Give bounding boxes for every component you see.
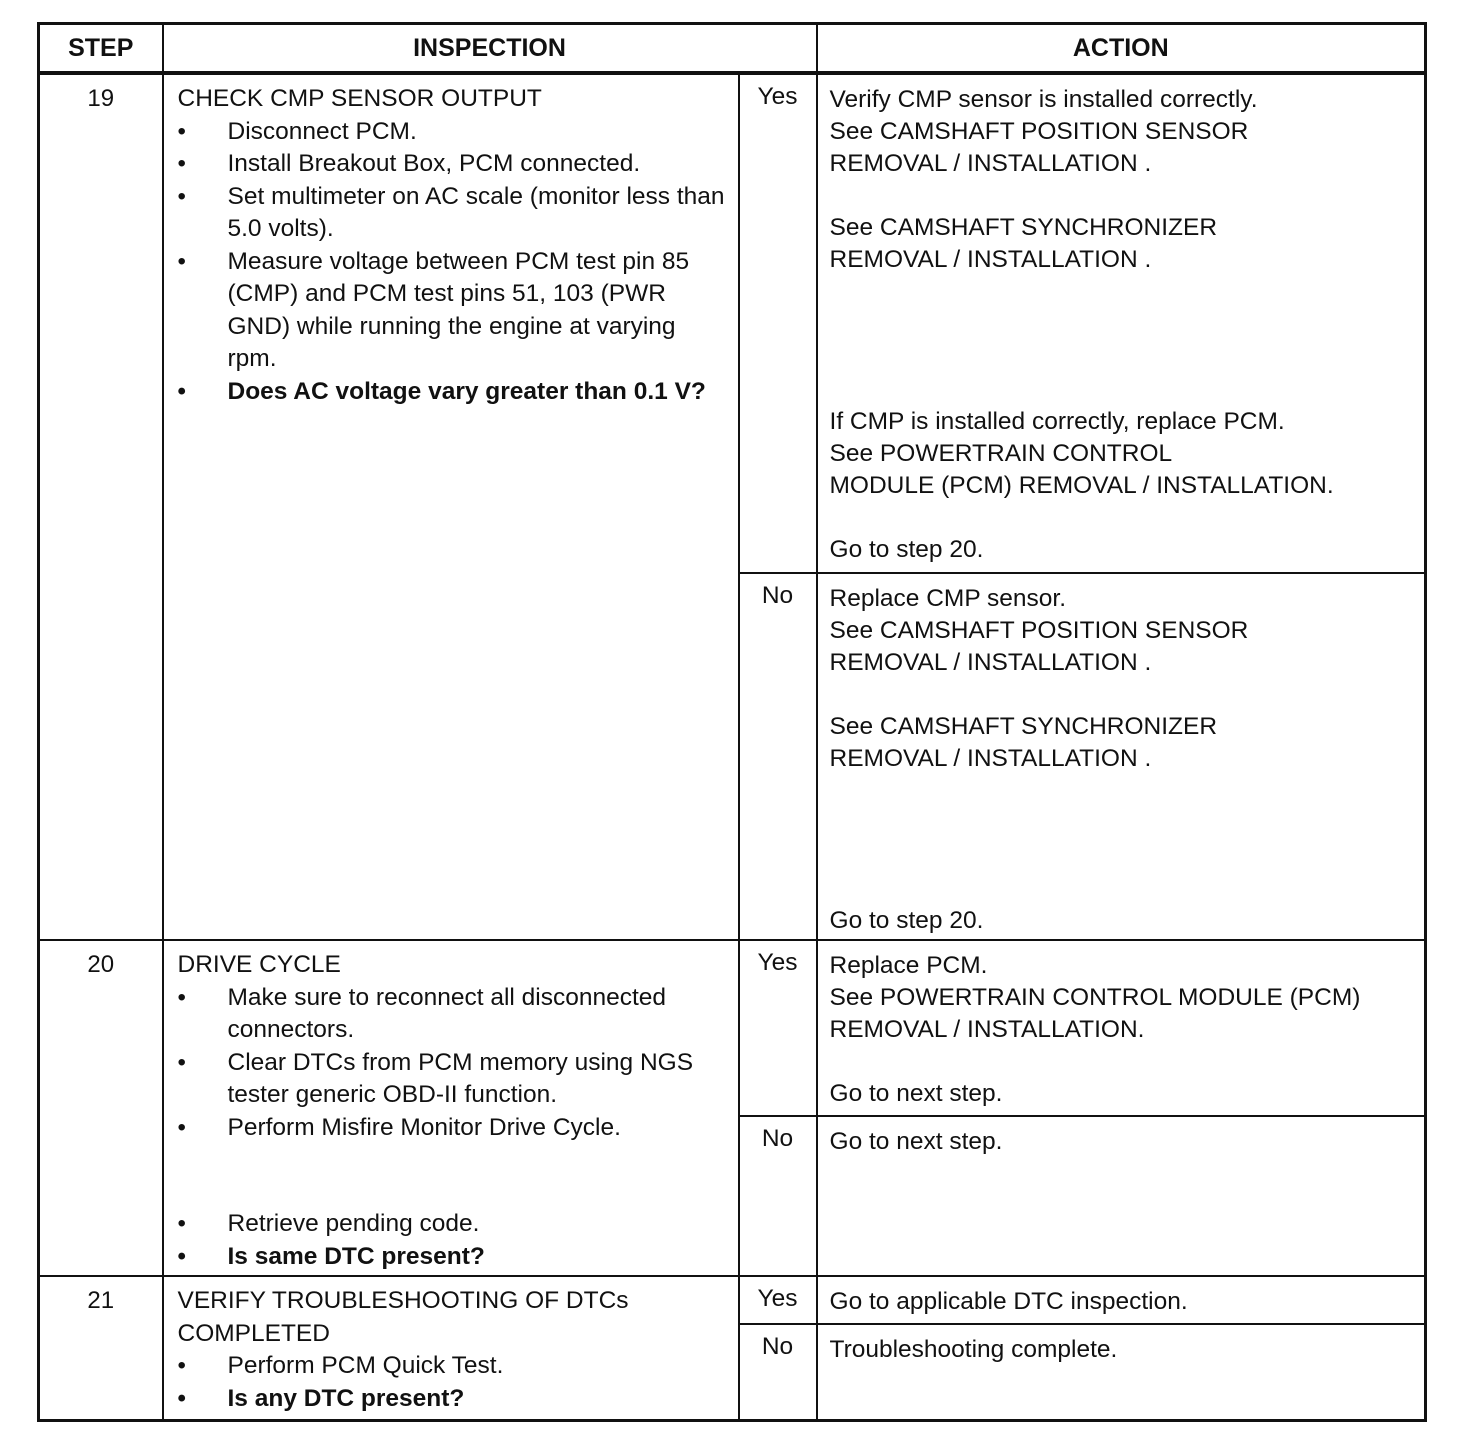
diagnostic-table xyxy=(37,22,1427,1422)
table-row xyxy=(39,1276,1426,1324)
action-line: See POWERTRAIN CONTROL xyxy=(829,440,1173,467)
no-label: No xyxy=(739,573,817,940)
action-line: REMOVAL / INSTALLATION . xyxy=(829,150,1152,177)
inspection-cell xyxy=(163,73,739,940)
action-line: Go to applicable DTC inspection. xyxy=(829,1288,1188,1315)
inspection-title: DRIVE CYCLE xyxy=(177,951,341,978)
inspection-bullets xyxy=(178,1350,726,1415)
bullet-item: • Install Breakout Box, PCM connected. xyxy=(178,148,726,181)
table-row xyxy=(39,73,1426,573)
step-number: 20 xyxy=(39,940,163,1276)
bullet-question: • Is any DTC present? xyxy=(178,1383,726,1416)
action-line: REMOVAL / INSTALLATION . xyxy=(829,745,1152,772)
action-line: REMOVAL / INSTALLATION. xyxy=(829,1016,1145,1043)
bullet-item: • Perform PCM Quick Test. xyxy=(178,1350,726,1383)
bullet-question: • Does AC voltage vary greater than 0.1 V? xyxy=(178,376,726,409)
bullet-item: • Retrieve pending code. xyxy=(178,1208,726,1241)
action-line: See CAMSHAFT POSITION SENSOR xyxy=(829,617,1249,644)
header-row xyxy=(39,24,1426,74)
inspection-bullets xyxy=(178,116,726,409)
action-line: Go to next step. xyxy=(829,1128,1003,1155)
yes-action xyxy=(817,1276,1426,1324)
bullet-item: • Make sure to reconnect all disconnected connectors. xyxy=(178,982,726,1047)
action-line: See POWERTRAIN CONTROL MODULE (PCM) xyxy=(829,984,1361,1011)
inspection-bullets xyxy=(178,982,726,1145)
no-action xyxy=(817,1324,1426,1420)
yes-label: Yes xyxy=(739,940,817,1116)
inspection-cell xyxy=(163,940,739,1276)
action-line: Replace PCM. xyxy=(829,952,988,979)
inspection-title: VERIFY TROUBLESHOOTING OF DTCs COMPLETED xyxy=(177,1287,629,1347)
action-line: Go to next step. xyxy=(829,1080,1003,1107)
bullet-item: • Disconnect PCM. xyxy=(178,116,726,149)
header-step: STEP xyxy=(39,24,163,74)
action-line: Go to step 20. xyxy=(829,536,984,563)
inspection-cell xyxy=(163,1276,739,1420)
header-inspection: INSPECTION xyxy=(163,24,817,74)
yes-action xyxy=(817,73,1426,573)
action-line: See CAMSHAFT POSITION SENSOR xyxy=(829,118,1249,145)
action-line: MODULE (PCM) REMOVAL / INSTALLATION. xyxy=(829,472,1334,499)
no-label: No xyxy=(739,1116,817,1276)
header-action: ACTION xyxy=(817,24,1426,74)
action-line: See CAMSHAFT SYNCHRONIZER xyxy=(829,214,1218,241)
inspection-bullets xyxy=(178,1208,726,1273)
action-line: REMOVAL / INSTALLATION . xyxy=(829,246,1152,273)
bullet-item: • Set multimeter on AC scale (monitor less than 5.0 volts). xyxy=(178,181,726,246)
action-line: Go to step 20. xyxy=(829,907,984,934)
step-number: 19 xyxy=(39,73,163,940)
no-label: No xyxy=(739,1324,817,1420)
bullet-item: • Clear DTCs from PCM memory using NGS tester generic OBD-II function. xyxy=(178,1047,726,1112)
action-line: Troubleshooting complete. xyxy=(829,1336,1118,1363)
action-line: Replace CMP sensor. xyxy=(829,585,1067,612)
action-line: Verify CMP sensor is installed correctly. xyxy=(829,86,1258,113)
yes-label: Yes xyxy=(739,73,817,573)
no-action xyxy=(817,573,1426,940)
table-row xyxy=(39,940,1426,1116)
yes-label: Yes xyxy=(739,1276,817,1324)
step-number: 21 xyxy=(39,1276,163,1420)
action-line: If CMP is installed correctly, replace PCM. xyxy=(829,408,1285,435)
no-action xyxy=(817,1116,1426,1276)
action-line: REMOVAL / INSTALLATION . xyxy=(829,649,1152,676)
bullet-item: • Measure voltage between PCM test pin 85 (CMP) and PCM test pins 51, 103 (PWR GND) while running the engine at varying rpm. xyxy=(178,246,726,376)
action-line: See CAMSHAFT SYNCHRONIZER xyxy=(829,713,1218,740)
yes-action xyxy=(817,940,1426,1116)
bullet-question: • Is same DTC present? xyxy=(178,1241,726,1274)
bullet-item: • Perform Misfire Monitor Drive Cycle. xyxy=(178,1112,726,1145)
inspection-title: CHECK CMP SENSOR OUTPUT xyxy=(177,85,542,112)
